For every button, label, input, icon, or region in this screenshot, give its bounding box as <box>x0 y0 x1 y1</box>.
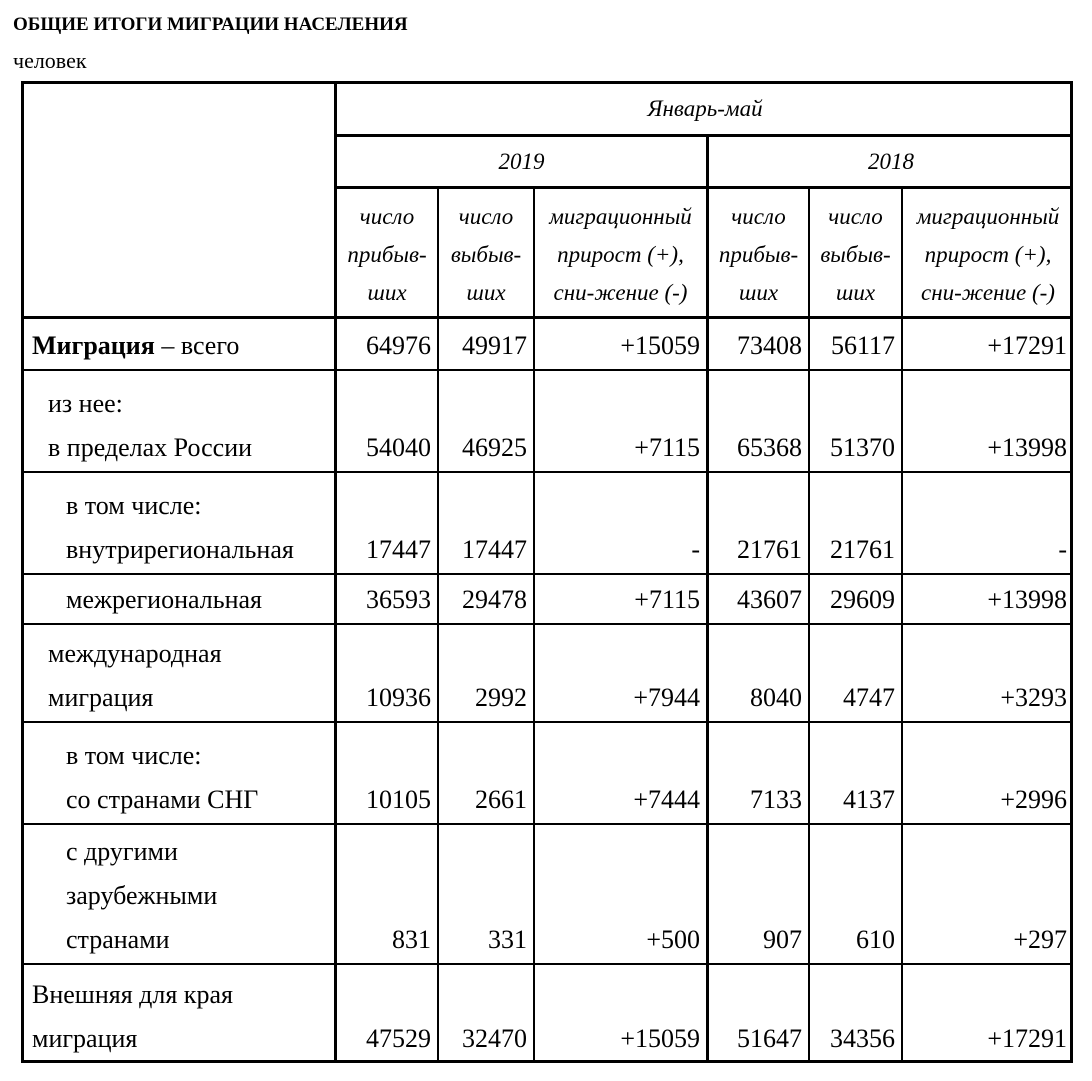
table-cell-value: - <box>1058 535 1067 564</box>
row-label-prefix: с другими <box>66 837 178 866</box>
column-header-line: ших <box>835 280 876 305</box>
row-divider <box>24 823 1073 825</box>
table-cell-value: 56117 <box>830 331 895 360</box>
table-title: ОБЩИЕ ИТОГИ МИГРАЦИИ НАСЕЛЕНИЯ <box>13 14 408 35</box>
table-cell-value: 54040 <box>366 433 431 462</box>
row-label <box>48 426 252 470</box>
table-cell-value: 43607 <box>737 585 802 614</box>
row-label <box>66 918 170 962</box>
header-divider <box>24 316 1073 319</box>
table-cell-value: 907 <box>763 925 802 954</box>
column-header-line: ших <box>466 280 506 305</box>
table-cell-value: 4747 <box>843 683 895 712</box>
row-label <box>32 1017 137 1061</box>
period-header: Январь-май <box>647 96 763 121</box>
unit-label: человек <box>13 48 87 73</box>
table-cell-value: +3293 <box>1000 683 1067 712</box>
row-label <box>66 528 294 572</box>
table-cell-value: +7444 <box>633 785 700 814</box>
row-label-prefix: из нее: <box>48 389 123 418</box>
column-header-line: сни-жение (-) <box>921 280 1055 305</box>
table-cell-value: 64976 <box>366 331 431 360</box>
table-cell-value: 10936 <box>366 683 431 712</box>
table-cell-value: 46925 <box>462 433 527 462</box>
table-cell-value: +17291 <box>987 331 1067 360</box>
column-header-line: число <box>359 204 415 229</box>
table-cell-value: 73408 <box>737 331 802 360</box>
row-label-bold: Миграция <box>32 331 155 360</box>
table-cell-value: 21761 <box>737 535 802 564</box>
row-label-prefix: международная <box>48 639 222 668</box>
row-divider <box>24 963 1073 965</box>
table-cell-value: +13998 <box>987 585 1067 614</box>
column-header-line: миграционный <box>549 204 692 229</box>
row-label <box>66 778 258 822</box>
column-header-line: прибыв- <box>347 242 427 267</box>
row-label <box>66 578 262 622</box>
row-label-text: миграция <box>32 1024 138 1053</box>
row-divider <box>24 623 1073 625</box>
row-label-text: – всего <box>154 331 240 360</box>
table-cell-value: 8040 <box>750 683 802 712</box>
column-header-line: выбыв- <box>820 242 891 267</box>
column-header-line: число <box>731 204 786 229</box>
row-divider <box>24 471 1073 473</box>
row-label-text: в пределах России <box>48 433 253 462</box>
row-divider <box>24 721 1073 723</box>
column-header-line: сни-жение (-) <box>553 280 688 305</box>
column-header-line: прирост (+), <box>924 242 1052 267</box>
row-label-prefix: Внешняя для края <box>32 980 233 1009</box>
row-label-prefix: зарубежными <box>66 881 218 910</box>
table-cell-value: 29609 <box>830 585 895 614</box>
row-divider <box>24 573 1073 575</box>
table-cell-value: 49917 <box>462 331 527 360</box>
table-cell-value: +297 <box>1013 925 1067 954</box>
table-cell-value: +15059 <box>620 331 700 360</box>
table-cell-value: 21761 <box>830 535 895 564</box>
migration-table <box>21 81 1073 1063</box>
table-cell-value: 32470 <box>462 1024 527 1053</box>
table-cell-value: 7133 <box>750 785 802 814</box>
column-header-line: миграционный <box>916 204 1060 229</box>
year-header-2019: 2019 <box>498 149 545 174</box>
table-cell-value: +13998 <box>987 433 1067 462</box>
table-cell-value: 36593 <box>366 585 431 614</box>
table-cell-value: +17291 <box>987 1024 1067 1053</box>
row-label-text: внутрирегиональная <box>66 535 294 564</box>
table-cell-value: +7115 <box>634 585 700 614</box>
table-cell-value: 51370 <box>830 433 895 462</box>
column-header-line: выбыв- <box>450 242 522 267</box>
table-cell-value: 2661 <box>475 785 527 814</box>
year-header-2018: 2018 <box>868 149 914 174</box>
table-cell-value: +7944 <box>633 683 700 712</box>
row-label-prefix: в том числе: <box>66 741 202 770</box>
table-cell-value: 4137 <box>843 785 895 814</box>
table-cell-value: 34356 <box>830 1024 895 1053</box>
row-label <box>32 324 239 368</box>
table-cell-value: 17447 <box>366 535 431 564</box>
row-label-text: странами <box>66 925 170 954</box>
row-label-text: межрегиональная <box>66 585 263 614</box>
table-cell-value: 331 <box>488 925 527 954</box>
table-cell-value: +2996 <box>1000 785 1067 814</box>
table-cell-value: 29478 <box>462 585 527 614</box>
row-label-text: со странами СНГ <box>66 785 259 814</box>
column-header-line: прирост (+), <box>557 242 684 267</box>
row-label-prefix: в том числе: <box>66 491 202 520</box>
table-cell-value: 610 <box>856 925 895 954</box>
table-cell-value: 831 <box>392 925 431 954</box>
table-cell-value: - <box>691 535 700 564</box>
table-cell-value: 51647 <box>737 1024 802 1053</box>
table-cell-value: +7115 <box>634 433 700 462</box>
table-cell-value: +500 <box>646 925 700 954</box>
column-header-line: ших <box>738 280 779 305</box>
row-divider <box>24 369 1073 371</box>
table-cell-value: 47529 <box>366 1024 431 1053</box>
column-header-line: ших <box>367 280 407 305</box>
column-header-line: прибыв- <box>718 242 799 267</box>
table-cell-value: 2992 <box>475 683 527 712</box>
row-label-text: миграция <box>48 683 154 712</box>
table-cell-value: +15059 <box>620 1024 700 1053</box>
row-label <box>48 676 153 720</box>
table-cell-value: 65368 <box>737 433 802 462</box>
column-header-line: число <box>828 204 883 229</box>
table-cell-value: 10105 <box>366 785 431 814</box>
table-cell-value: 17447 <box>462 535 527 564</box>
column-header-line: число <box>458 204 514 229</box>
